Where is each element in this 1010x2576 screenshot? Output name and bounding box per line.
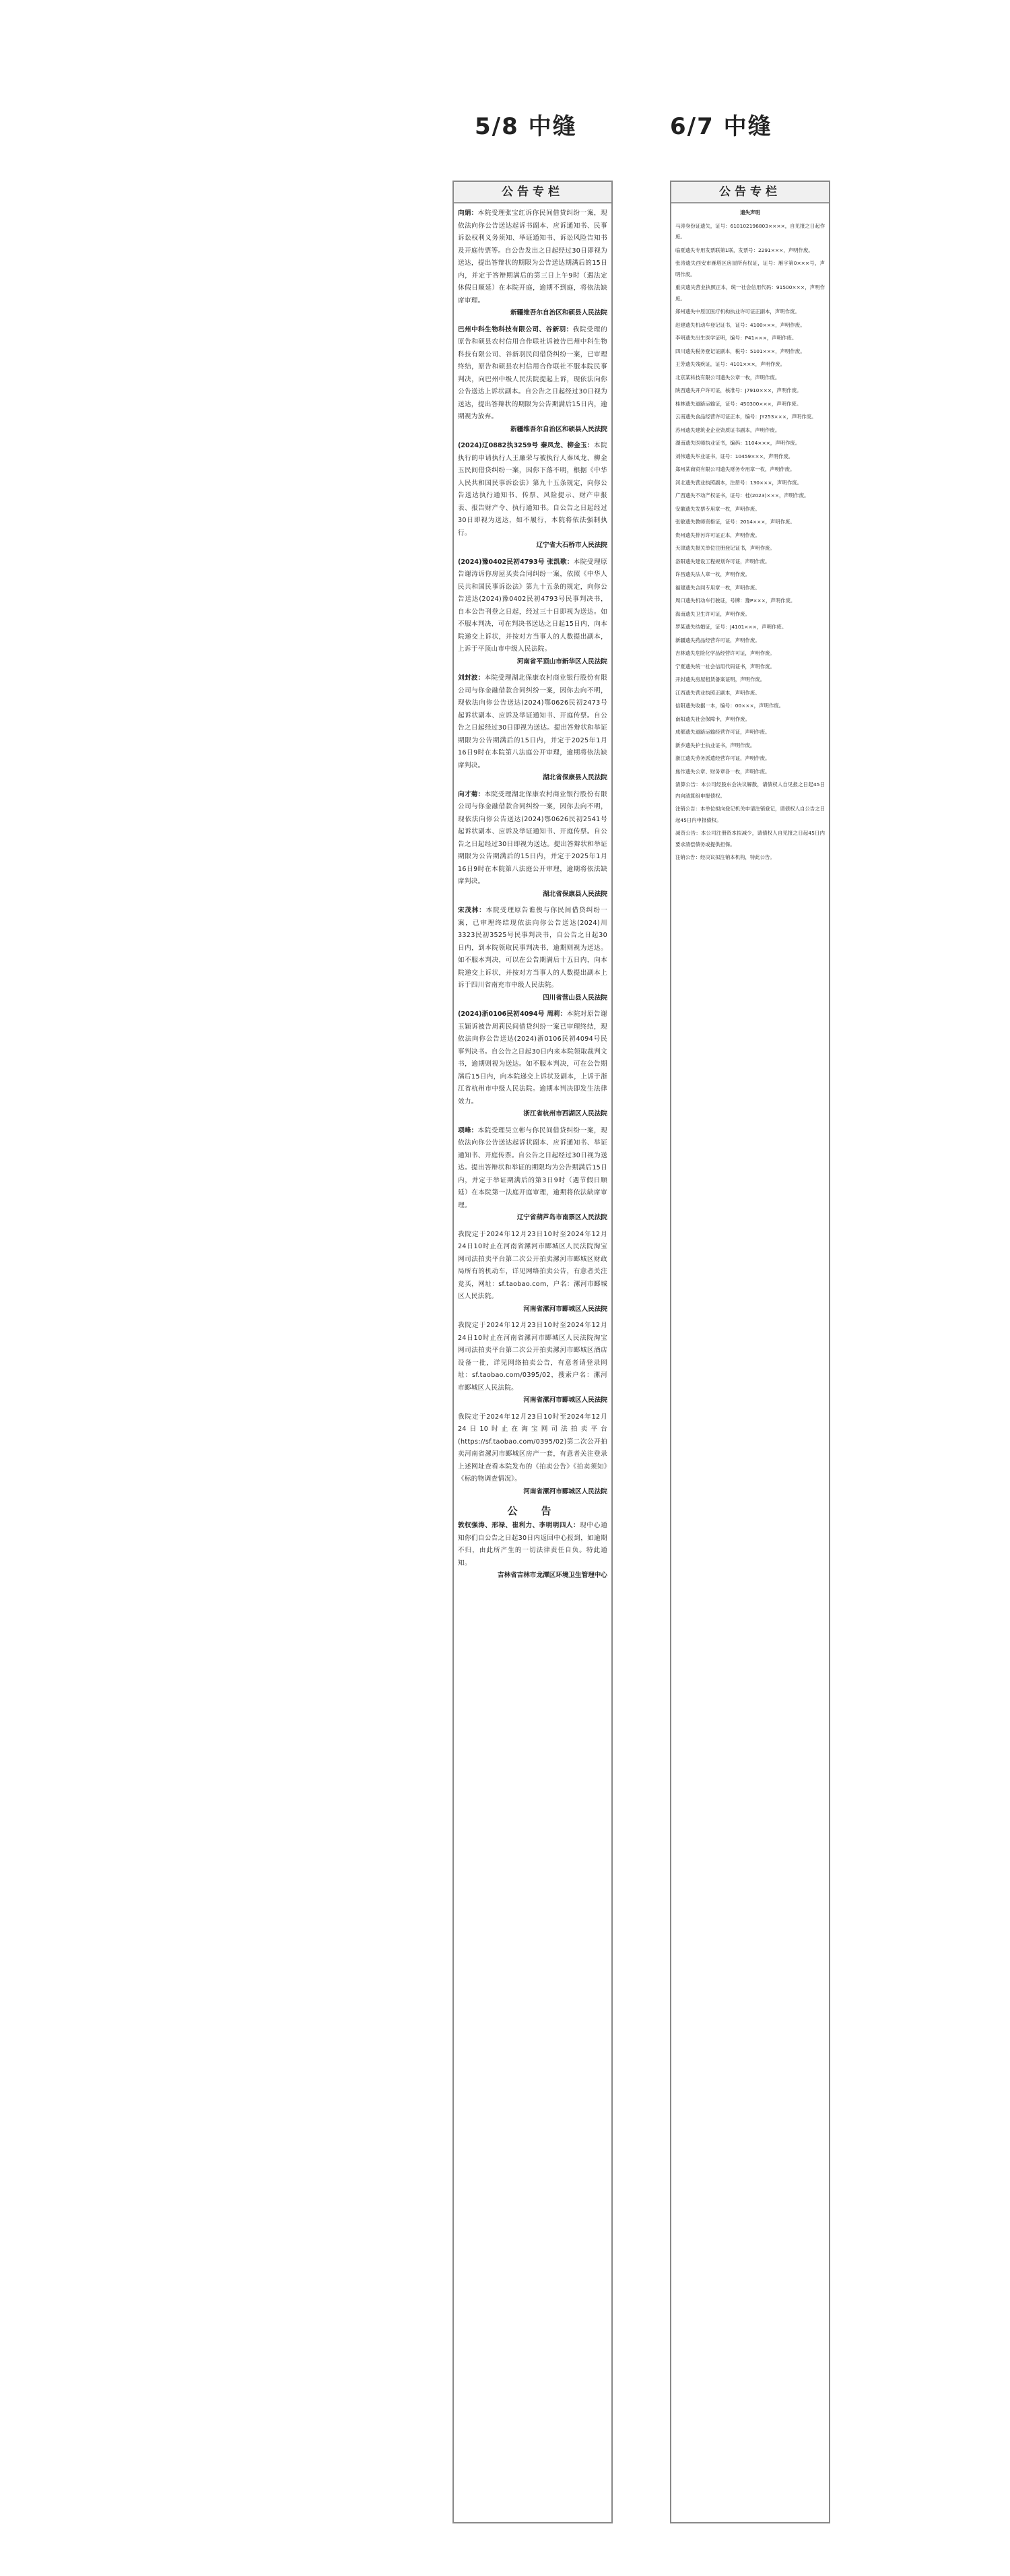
loss-statement: 张敏遗失教师资格证，证号：2014×××，声明作废。 [675, 519, 795, 525]
notice-signature: 湖北省保康县人民法院 [543, 774, 607, 781]
loss-statement: 郑州某商贸有限公司遗失财务专用章一枚，声明作废。 [675, 466, 795, 472]
notice-signature: 辽宁省大石桥市人民法院 [536, 542, 607, 549]
loss-statement: 焦作遗失公章、财务章各一枚，声明作废。 [675, 768, 770, 775]
loss-statement: 云南遗失食品经营许可证正本，编号：JY253×××，声明作废。 [675, 414, 817, 420]
loss-statement: 河北遗失营业执照副本，注册号：130×××，声明作废。 [675, 479, 802, 486]
notice-text: 本院受理湖北保康农村商业银行股份有限公司与你金融借款合同纠纷一案，因你去向不明，现依法向你公告送达(2024)鄂0626民初2473号起诉状副本、应诉及举证通知书、开庭传票。自公告之日起经过30日即视为送达。提出答辩状和举证期限为公告期满后的15日内，并定于2025年1月16日9时在本院第八法庭公开审理，逾期将依法缺席判决。 [458, 674, 608, 769]
notice-text: 我院受理的原告和硕县农村信用合作联社诉被告巴州中科生物科技有限公司、谷新羽民间借贷纠纷一案，已审理终结，原告和硕县农村信用合作联社不服本院民事判决，向巴州中级人民法院提起上诉，现依法向你公告送达上诉状副本。自公告之日起经过30日视为送达，提出答辩状的期限为公告期满后15日内，逾期视为放弃。 [458, 325, 608, 420]
court-notice [458, 1502, 607, 1582]
notice-text: 本院对原告谢玉颖诉被告周莉民间借贷纠纷一案已审理终结，现依法向你公告送达(2024)浙0106民初4094号民事判决书。自公告之日起30日内来本院领取裁判文书，逾期则视为送达。如不服本判决，可在公告期满后15日内，向本院递交上诉状及副本，上诉于浙江省杭州市中级人民法院。逾期本判决即发生法律效力。 [458, 1010, 607, 1105]
loss-statement: 注销公告：经决议拟注销本机构，特此公告。 [675, 854, 775, 860]
loss-statement: 吉林遗失危险化学品经营许可证，声明作废。 [675, 650, 775, 656]
loss-statement: 临夏遗失专用发票联第1联，发票号：2291×××，声明作废。 [675, 247, 813, 253]
notice-addressee: 宋茂林： [458, 907, 486, 914]
notice-addressee: (2024)豫0402民初4793号 张凯歌： [458, 558, 574, 566]
notice-addressee: 向才菊： [458, 790, 485, 798]
court-notice [458, 440, 607, 552]
loss-statement: 洛阳遗失建设工程规划许可证，声明作废。 [675, 558, 770, 565]
loss-statement: 马涛身份证遗失，证号：610102196803××××，自见报之日起作废。 [675, 222, 825, 240]
right-column-body [671, 203, 829, 864]
loss-statement: 浙江遗失劳务派遣经营许可证，声明作废。 [675, 755, 770, 761]
court-notice [458, 1008, 607, 1121]
notice-text: 本院受理吴立彬与你民间借贷纠纷一案，现依法向你公告送达起诉状副本、应诉通知书、举证通知书、开庭传票。自公告之日起经过30日视为送达。提出答辩状和举证的期限均为公告期满后15日内，并定于举证期满后的第3日9时（遇节假日顺延）在本院第一法庭开庭审理，逾期将依法缺席审理。 [458, 1126, 607, 1209]
notice-signature: 辽宁省葫芦岛市南票区人民法院 [516, 1214, 607, 1221]
notice-signature: 新疆维吾尔自治区和硕县人民法院 [510, 309, 607, 317]
notice-addressee: 巴州中科生物科技有限公司、谷新羽： [458, 325, 573, 333]
loss-statement: 郑州遗失中原区医疗机构执业许可证正副本，声明作废。 [675, 309, 800, 315]
notice-text: 我院定于2024年12月23日10时至2024年12月24日10时止在河南省漯河市郾城区人民法院淘宝网司法拍卖平台第二次公开拍卖漯河市郾城区酒店设备一批，详见网络拍卖公告，有意者请登录网址：sf.taobao.com/0395/02，搜索户名：漯河市郾城区人民法院。 [458, 1322, 607, 1392]
court-notice [458, 324, 607, 437]
loss-statement: 四川遗失税务登记证副本，税号：5101×××，声明作废。 [675, 348, 805, 354]
loss-statement: 赵建遗失机动车登记证书，证号：4100×××，声明作废。 [675, 321, 805, 328]
notice-addressee: 敦权强涛、邢禄、崔利力、李明明四人： [458, 1522, 580, 1529]
court-notice [458, 672, 607, 785]
notice-addressee: (2024)辽0882执3259号 秦凤龙、柳金玉： [458, 442, 594, 449]
loss-statement: 天津遗失报关单位注册登记证书，声明作废。 [675, 545, 775, 551]
notice-signature: 河南省漯河市郾城区人民法院 [523, 1396, 607, 1404]
loss-statement: 江西遗失营业执照正副本，声明作废。 [675, 689, 760, 696]
loss-statement: 陕西遗失开户许可证，核准号：J7910×××，声明作废。 [675, 387, 802, 393]
notice-signature: 新疆维吾尔自治区和硕县人民法院 [510, 425, 607, 433]
court-notice [458, 1229, 607, 1316]
notice-signature: 河南省漯河市郾城区人民法院 [523, 1487, 607, 1495]
loss-statement: 新疆遗失药品经营许可证，声明作废。 [675, 637, 760, 643]
loss-statement: 注销公告：本单位拟向登记机关申请注销登记，请债权人自公告之日起45日内申报债权。 [675, 806, 825, 823]
loss-statement: 周口遗失机动车行驶证，号牌：豫P×××，声明作废。 [675, 598, 796, 604]
loss-statement: 宁夏遗失统一社会信用代码证书，声明作废。 [675, 663, 775, 670]
notice-addressee: 向娟： [458, 210, 478, 217]
notice-text: 本院受理原告谯俊与你民间借贷纠纷一案，已审理终结现依法向你公告送达(2024)川3323民初3525号民事判决书，自公告之日起30日内，到本院领取民事判决书，逾期则视为送达。如不服本判决，可以在公告期满后十五日内，向本院递交上诉状，并按对方当事人的人数提出副本上诉于四川省南充市中级人民法院。 [458, 907, 607, 989]
loss-statement: 苏州遗失建筑业企业资质证书副本，声明作废。 [675, 426, 780, 433]
notice-heading: 公 告 [507, 1505, 558, 1517]
loss-statement: 贵州遗失排污许可证正本，声明作废。 [675, 532, 760, 538]
loss-statement: 许昌遗失法人章一枚，声明作废。 [675, 571, 750, 577]
right-page-header: 6/7 中缝 [670, 113, 772, 140]
loss-statement: 新乡遗失护士执业证书，声明作废。 [675, 742, 755, 748]
court-notice [458, 789, 607, 901]
notice-text: 本院执行的申请执行人王廉荣与被执行人秦凤龙、柳金玉民间借贷纠纷一案，因你下落不明，根据《中华人民共和国民事诉讼法》第九十五条规定，向你公告送达执行通知书、传票、风险提示、财产申报表、报告财产令、执行通知书。自公告之日起经过30日即视为送达，如不履行，本院将依法强制执行。 [458, 442, 607, 537]
notice-addressee: 项峰： [458, 1126, 478, 1134]
notice-text: 本院受理原告谢涛诉你房屋买卖合同纠纷一案，依照《中华人民共和国民事诉讼法》第九十五条的规定，向你公告送达(2024)豫0402民初4793号民事判决书，自本公告刊登之日起，经过三十日即视为送达。如不服本判决，可在判决书送达之日起15日内，向本院递交上诉状，并按对方当事人的人数提出副本，上诉于平顶山市中级人民法院。 [458, 558, 607, 653]
loss-statement: 王芳遗失残疾证，证号：4101×××，声明作废。 [675, 361, 786, 367]
loss-statement: 李明遗失出生医学证明，编号：P41×××，声明作废。 [675, 335, 797, 341]
notice-addressee: (2024)浙0106民初4094号 周莉： [458, 1010, 567, 1018]
loss-statement: 张涛遗失西安市雁塔区房屋所有权证，证号：雁字第0×××号，声明作废。 [675, 260, 825, 278]
loss-statement: 安徽遗失发票专用章一枚，声明作废。 [675, 505, 760, 512]
notice-signature: 河南省平顶山市新华区人民法院 [516, 657, 607, 666]
left-announcement-column [452, 181, 613, 2523]
notice-text: 本院受理张宝红诉你民间借贷纠纷一案，现依法向你公告送达起诉书副本、应诉通知书、民事诉讼权利义务须知、举证通知书、诉讼风险告知书及开庭传票等。自公告发出之日起经过30日即视为送达，提出答辩状的期限为公告送达期满后的15日内，并定于答辩期满后的第三日上午9时（遇法定休假日顺延）在本院开庭，逾期不到庭，将依法缺席审理。 [458, 210, 607, 304]
loss-statement: 北京某科技有限公司遗失公章一枚，声明作废。 [675, 374, 780, 381]
court-notice [458, 1320, 607, 1407]
notice-section-title: 遗失声明 [740, 210, 760, 216]
loss-statement: 重庆遗失营业执照正本，统一社会信用代码：91500×××，声明作废。 [675, 284, 825, 302]
loss-statement: 成都遗失道路运输经营许可证，声明作废。 [675, 729, 770, 735]
notice-text: 我院定于2024年12月23日10时至2024年12月24日10时止在河南省漯河市郾城区人民法院淘宝网司法拍卖平台第二次公开拍卖漯河市郾城区财政局所有的机动车，详见网络拍卖公告，有意者关注竞买，网址：sf.taobao.com，户名：漯河市郾城区人民法院。 [458, 1230, 607, 1300]
left-column-body [454, 203, 611, 1582]
notice-signature: 湖北省保康县人民法院 [543, 890, 607, 898]
notice-text: 我院定于2024年12月23日10时至2024年12月24日10时止在淘宝网司法拍卖平台(https://sf.taobao.com/0395/02)第二次公开拍卖河南省漯河市郾城区房产一套，有意者关注登录上述网址查看本院发布的《拍卖公告》《拍卖须知》《标的物调查情况》。 [458, 1413, 607, 1483]
court-notice [458, 1411, 607, 1499]
loss-statement: 桂林遗失道路运输证，证号：450300×××，声明作废。 [675, 400, 802, 407]
court-notice [458, 1125, 607, 1225]
loss-statement: 开封遗失房屋租赁备案证明，声明作废。 [675, 676, 766, 682]
notice-signature: 河南省漯河市郾城区人民法院 [523, 1305, 607, 1313]
loss-statement: 信阳遗失收据一本，编号：00×××，声明作废。 [675, 703, 784, 709]
loss-statement: 南阳遗失社会保障卡，声明作废。 [675, 715, 750, 722]
notice-signature: 吉林省吉林市龙潭区环境卫生管理中心 [497, 1572, 607, 1579]
notice-signature: 浙江省杭州市西湖区人民法院 [523, 1110, 607, 1118]
loss-statement: 海南遗失卫生许可证，声明作废。 [675, 610, 750, 617]
court-notice [458, 905, 607, 1004]
notice-text: 现中心通知你们自公告之日起30日内返回中心报到，如逾期不归，由此所产生的一切法律责任自负。特此通知。 [458, 1522, 607, 1567]
right-announcement-column [670, 181, 830, 2523]
loss-statement: 福建遗失合同专用章一枚，声明作废。 [675, 584, 760, 591]
court-notice [458, 207, 607, 320]
left-page-header: 5/8 中缝 [475, 113, 577, 140]
loss-statement: 刘伟遗失毕业证书，证号：10459×××，声明作废。 [675, 453, 794, 459]
left-column-title: 公告专栏 [454, 182, 611, 203]
court-notice [458, 556, 607, 669]
loss-statement: 广西遗失不动产权证书，证号：桂(2023)×××，声明作废。 [675, 492, 809, 498]
loss-statement: 罗某遗失结婚证，证号：J4101×××，声明作废。 [675, 624, 787, 630]
loss-statement: 湖南遗失医师执业证书，编码：1104×××，声明作废。 [675, 440, 801, 446]
right-column-title: 公告专栏 [671, 182, 829, 203]
loss-statement: 清算公告：本公司经股东会决议解散，请债权人自见报之日起45日内向清算组申报债权。 [675, 781, 825, 799]
notice-text: 本院受理湖北保康农村商业银行股份有限公司与你金融借款合同纠纷一案，因你去向不明，现依法向你公告送达(2024)鄂0626民初2541号起诉状副本、应诉及举证通知书、开庭传票。自公告之日起经过30日即视为送达。提出答辩状和举证期限为公告期满后的15日内，并定于2025年1月16日9时在本院第八法庭公开审理，逾期将依法缺席判决。 [458, 790, 608, 885]
notice-signature: 四川省营山县人民法院 [543, 994, 607, 1002]
notice-addressee: 刘封波： [458, 674, 485, 682]
loss-statement: 减资公告：本公司注册资本拟减少，请债权人自见报之日起45日内要求清偿债务或提供担保。 [675, 830, 825, 847]
